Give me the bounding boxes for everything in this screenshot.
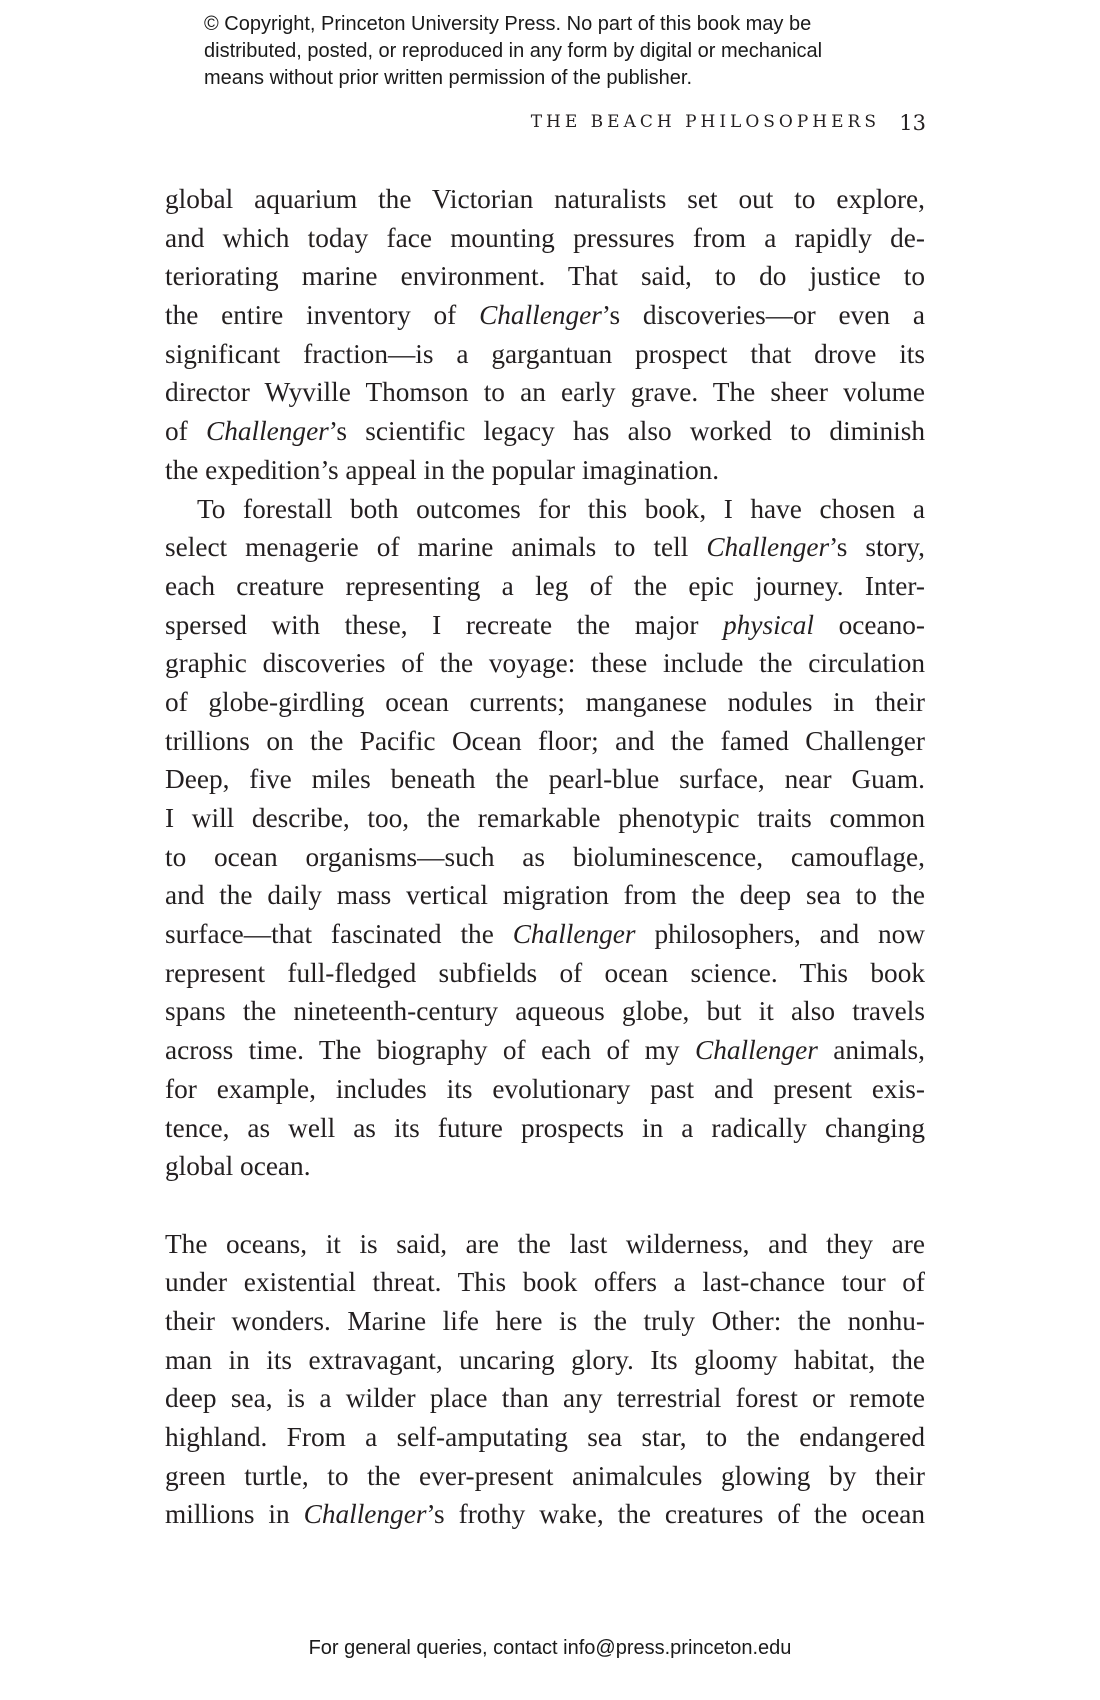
text-line: under existential threat. This book offers a last-chance tour of <box>165 1267 925 1298</box>
text-segment: millions in <box>165 1499 304 1530</box>
text-line: director Wyville Thomson to an early grave. The sheer volume <box>165 377 925 408</box>
text-segment: oceano- <box>814 609 925 640</box>
body-text <box>165 180 925 1534</box>
text-segment: ’s story, <box>829 532 925 563</box>
running-head <box>531 112 926 132</box>
italic-term: Challenger <box>303 1499 427 1530</box>
text-segment: spersed with these, I recreate the major <box>165 609 724 640</box>
text-line: man in its extravagant, uncaring glory. Its gloomy habitat, the <box>165 1344 925 1375</box>
text-line: to ocean organisms—such as bioluminescence, camouflage, <box>165 841 925 872</box>
text-line <box>165 1031 925 1070</box>
text-segment: philosophers, and now <box>635 919 925 950</box>
text-segment: across time. The biography of each of my <box>165 1035 695 1066</box>
text-line: significant fraction—is a gargantuan prospect that drove its <box>165 338 925 369</box>
text-line: deep sea, is a wilder place than any terrestrial forest or remote <box>165 1383 925 1414</box>
text-line: each creature representing a leg of the epic journey. Inter- <box>165 570 925 601</box>
text-line: I will describe, too, the remarkable phenotypic traits common <box>165 803 925 833</box>
text-segment: ’s scientific legacy has also worked to diminish <box>328 416 925 447</box>
text-segment: animals, <box>817 1035 925 1066</box>
text-line <box>165 296 925 335</box>
page-number: 13 <box>899 111 926 135</box>
text-line: highland. From a self-amputating sea star, to the endangered <box>165 1422 925 1452</box>
text-line: their wonders. Marine life here is the truly Other: the nonhu- <box>165 1305 925 1336</box>
paragraph-2 <box>165 490 925 1186</box>
text-line: global ocean. <box>165 1151 311 1182</box>
text-line <box>165 606 925 645</box>
text-line: and the daily mass vertical migration from the deep sea to the <box>165 880 925 911</box>
text-line: global aquarium the Victorian naturalists set out to explore, <box>165 184 925 214</box>
text-segment: surface—that fascinated the <box>165 919 513 950</box>
text-line: The oceans, it is said, are the last wilderness, and they are <box>165 1228 925 1259</box>
text-line: green turtle, to the ever-present animalcules glowing by their <box>165 1460 925 1491</box>
text-line: tence, as well as its future prospects in a radically changing <box>165 1112 925 1143</box>
text-segment: of <box>165 416 206 447</box>
text-line: of globe-girdling ocean currents; manganese nodules in their <box>165 686 925 717</box>
italic-term: Challenger <box>205 416 329 447</box>
text-line: for example, includes its evolutionary past and present exis- <box>165 1073 925 1104</box>
text-line <box>165 915 925 954</box>
italic-term: Challenger <box>512 919 636 950</box>
text-segment: ’s discoveries—or even a <box>601 300 926 331</box>
footer-contact: For general queries, contact info@press.princeton.edu <box>308 1637 792 1659</box>
text-segment: ’s frothy wake, the creatures of the ocean <box>426 1499 925 1530</box>
text-line <box>165 528 925 567</box>
text-line: represent full-fledged subfields of ocean science. This book <box>165 957 925 988</box>
copyright-line-3: means without prior written permission of the publisher. <box>204 67 693 89</box>
text-line: Deep, five miles beneath the pearl-blue surface, near Guam. <box>165 764 925 795</box>
text-line <box>165 412 925 451</box>
running-head-title: THE BEACH PHILOSOPHERS <box>530 112 880 132</box>
text-line: graphic discoveries of the voyage: these include the circulation <box>165 648 925 679</box>
text-line: trillions on the Pacific Ocean floor; and the famed Challenger <box>165 725 925 756</box>
italic-term: Challenger <box>695 1035 818 1066</box>
copyright-notice <box>204 11 904 92</box>
copyright-line-1: © Copyright, Princeton University Press. No part of this book may be <box>204 13 812 35</box>
text-segment: the entire inventory of <box>165 300 480 331</box>
italic-term: Challenger <box>479 300 602 331</box>
text-segment: select menagerie of marine animals to tell <box>165 532 707 563</box>
text-line: teriorating marine environment. That said, to do justice to <box>165 261 925 292</box>
copyright-line-2: distributed, posted, or reproduced in any form by digital or mechanical <box>204 40 823 62</box>
text-line: and which today face mounting pressures from a rapidly de- <box>165 222 925 253</box>
paragraph-1 <box>165 180 925 490</box>
text-line: To forestall both outcomes for this book, I have chosen a <box>197 493 925 524</box>
text-line: the expedition’s appeal in the popular imagination. <box>165 454 720 485</box>
paragraph-3 <box>165 1225 925 1535</box>
section-break <box>165 1186 925 1225</box>
italic-term: physical <box>723 609 814 640</box>
text-line: spans the nineteenth-century aqueous globe, but it also travels <box>165 996 925 1027</box>
text-line <box>165 1495 925 1534</box>
italic-term: Challenger <box>706 532 830 563</box>
